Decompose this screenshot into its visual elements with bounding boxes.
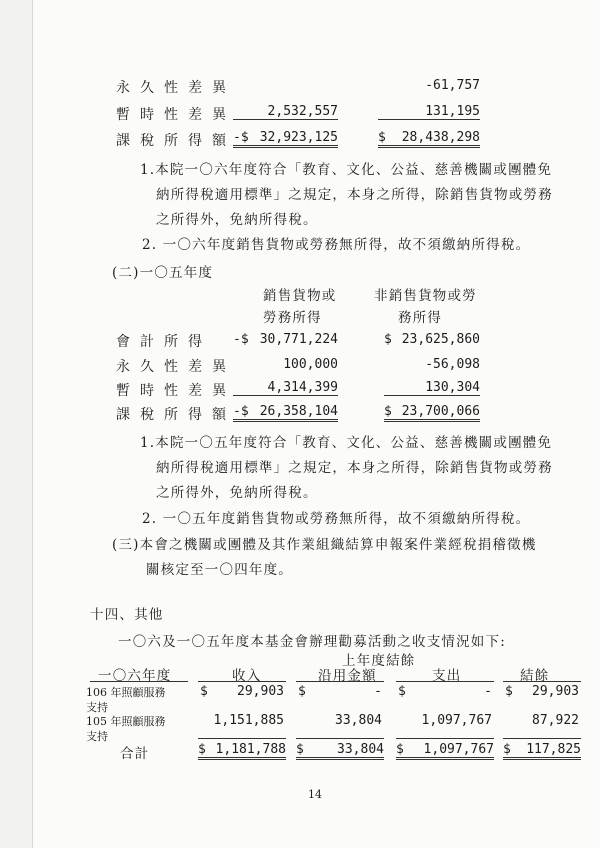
value-cell: 87,922 <box>532 713 579 728</box>
value: 23,700,066 <box>401 404 480 419</box>
value: 33,804 <box>337 742 384 757</box>
value-cell: 130,304 <box>384 380 480 396</box>
value-cell: -61,757 <box>425 78 480 93</box>
row-label: 105 年照顧服務 <box>86 715 166 728</box>
header-rule <box>503 681 581 682</box>
column-header: 沿用金額 <box>318 668 377 684</box>
value-cell <box>505 684 579 699</box>
currency-prefix: -$ <box>233 130 249 145</box>
row-label: 會計所得 <box>116 334 212 350</box>
value: 28,438,298 <box>401 130 480 145</box>
currency-prefix: $ <box>198 742 206 757</box>
section-title: 十四、其他 <box>90 607 164 623</box>
column-header: 上年度結餘 <box>342 653 416 669</box>
value: 23,625,860 <box>401 332 480 347</box>
currency-prefix: $ <box>398 684 406 699</box>
section-heading: (二)一〇五年度 <box>112 265 214 281</box>
header-rule <box>396 681 494 682</box>
column-header: 收入 <box>232 668 262 684</box>
column-header: 銷售貨物或 <box>263 288 337 304</box>
currency-prefix: $ <box>503 742 511 757</box>
column-header: 務所得 <box>398 310 443 326</box>
note-line: 之所得外，免納所得稅。 <box>156 212 318 228</box>
currency-prefix: $ <box>384 332 392 347</box>
note-line: 關核定至一〇四年度。 <box>146 562 293 578</box>
note-line: 2. 一〇五年度銷售貨物或勞務無所得，故不須繳納所得稅。 <box>142 511 531 527</box>
row-label: 106 年照顧服務 <box>86 686 166 699</box>
currency-prefix: $ <box>200 684 208 699</box>
section-intro: 一〇六及一〇五年度本基金會辦理勸募活動之收支情況如下: <box>118 634 506 650</box>
row-label: 永久性差異 <box>116 80 236 96</box>
value: 32,923,125 <box>259 130 338 145</box>
value-cell: 100,000 <box>283 357 338 372</box>
value: 29,903 <box>237 684 284 699</box>
note-line: 1.本院一〇五年度符合「教育、文化、公益、慈善機關或團體免 <box>140 435 553 451</box>
value: 30,771,224 <box>259 332 338 347</box>
value: 26,358,104 <box>259 404 338 419</box>
value: 1,181,788 <box>215 742 286 757</box>
header-rule <box>296 681 384 682</box>
sum-rule <box>198 738 286 739</box>
column-header: 勞務所得 <box>263 310 322 326</box>
row-label: 支持 <box>86 701 108 714</box>
year-header: 一〇六年度 <box>98 668 172 684</box>
value-cell: 33,804 <box>335 713 382 728</box>
sum-rule <box>396 738 494 739</box>
value-cell <box>200 684 284 699</box>
currency-prefix: -$ <box>233 404 249 419</box>
row-label: 永久性差異 <box>116 359 236 375</box>
currency-prefix: $ <box>505 684 513 699</box>
currency-prefix: $ <box>296 742 304 757</box>
header-rule <box>90 681 188 682</box>
note-line: 1.本院一〇六年度符合「教育、文化、公益、慈善機關或團體免 <box>140 162 553 178</box>
value: 29,903 <box>532 684 579 699</box>
value-cell: 2,532,557 <box>233 104 338 120</box>
page-number: 14 <box>308 788 322 801</box>
value-cell: -56,098 <box>425 357 480 372</box>
value-cell <box>384 332 480 347</box>
value-cell: 1,097,767 <box>421 713 492 728</box>
value-cell <box>233 130 338 148</box>
currency-prefix: $ <box>298 684 306 699</box>
currency-prefix: $ <box>384 404 392 419</box>
value-cell <box>198 742 286 760</box>
note-line: 納所得稅適用標準」之規定，本身之所得，除銷售貨物或勞務 <box>156 187 553 203</box>
value-cell: 1,151,885 <box>213 713 284 728</box>
currency-prefix: -$ <box>233 332 249 347</box>
value-cell: 131,195 <box>378 104 480 120</box>
value-cell <box>233 404 338 422</box>
total-label: 合計 <box>120 746 150 762</box>
currency-prefix: $ <box>378 130 386 145</box>
value: - <box>484 684 492 699</box>
row-label: 課稅所得額 <box>116 133 236 149</box>
value-cell <box>378 130 480 148</box>
value: 1,097,767 <box>423 742 494 757</box>
row-label: 暫時性差異 <box>116 107 236 123</box>
note-line: 2. 一〇六年度銷售貨物或勞務無所得，故不須繳納所得稅。 <box>142 237 531 253</box>
sum-rule <box>503 738 581 739</box>
row-label: 支持 <box>86 730 108 743</box>
row-label: 暫時性差異 <box>116 383 236 399</box>
row-label: 課稅所得額 <box>116 407 236 423</box>
column-header: 非銷售貨物或勞 <box>374 288 477 304</box>
value: 117,825 <box>526 742 581 757</box>
value-cell <box>233 332 338 347</box>
column-header: 支出 <box>432 668 462 684</box>
sum-rule <box>296 738 384 739</box>
value: - <box>374 684 382 699</box>
currency-prefix: $ <box>396 742 404 757</box>
header-rule <box>198 681 286 682</box>
value-cell <box>384 404 480 422</box>
value-cell: 4,314,399 <box>233 380 338 396</box>
column-header: 結餘 <box>520 668 550 684</box>
note-line: 納所得稅適用標準」之規定，本身之所得，除銷售貨物或勞務 <box>156 460 553 476</box>
value-cell <box>398 684 492 699</box>
value-cell <box>298 684 382 699</box>
value-cell <box>503 742 581 760</box>
note-line: (三)本會之機關或團體及其作業組織結算申報案件業經稅捐稽徵機 <box>112 537 537 553</box>
note-line: 之所得外，免納所得稅。 <box>156 485 318 501</box>
value-cell <box>396 742 494 760</box>
value-cell <box>296 742 384 760</box>
